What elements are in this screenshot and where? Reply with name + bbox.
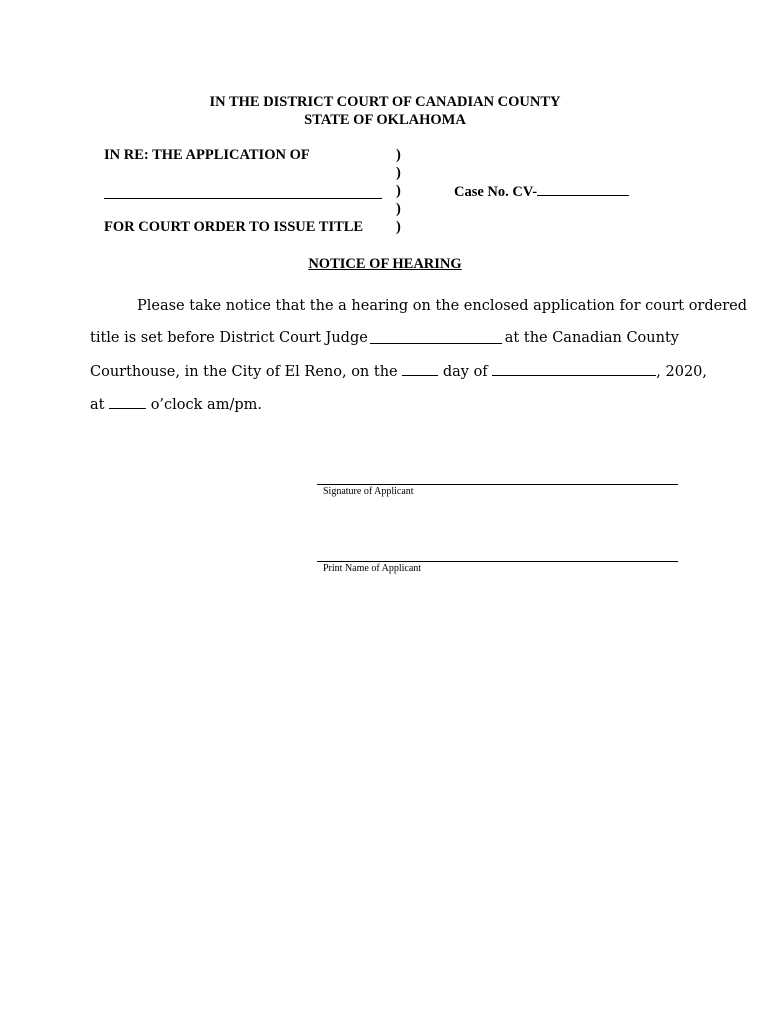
caption-paren: ) [396,201,401,217]
notice-line-4-at: at [90,397,105,413]
notice-line-2-end: at the Canadian County [504,330,679,346]
case-number-blank[interactable] [537,183,629,196]
notice-heading-text: NOTICE OF HEARING [308,256,462,272]
judge-name-blank[interactable] [370,330,502,344]
print-name-label: Print Name of Applicant [323,563,422,574]
notice-line-3-day-of: day of [442,364,488,380]
print-name-line[interactable] [317,561,678,562]
signature-label: Signature of Applicant [323,486,414,497]
case-number-label: Case No. CV- [454,184,538,200]
notice-heading [0,256,770,273]
notice-line-2 [90,330,679,346]
caption-paren: ) [396,165,401,181]
notice-line-2-start: title is set before District Court Judge [90,330,368,346]
caption-paren: ) [396,147,401,163]
court-title: IN THE DISTRICT COURT OF CANADIAN COUNTY [209,94,561,110]
applicant-name-blank[interactable] [104,198,382,199]
in-re-label: IN RE: THE APPLICATION OF [104,147,310,163]
notice-line-4 [90,395,262,413]
day-blank[interactable] [402,362,438,376]
caption-paren: ) [396,219,401,235]
signature-line[interactable] [317,484,678,485]
notice-line-3-year: , 2020, [656,364,708,380]
caption-paren: ) [396,183,401,199]
month-blank[interactable] [492,362,656,376]
time-blank[interactable] [109,395,146,409]
state-title: STATE OF OKLAHOMA [304,112,466,128]
case-number [454,183,629,201]
notice-line-3 [90,362,707,380]
notice-line-1: Please take notice that the a hearing on the enclosed application for court ordered [137,298,748,314]
for-court-order-label: FOR COURT ORDER TO ISSUE TITLE [104,219,364,235]
notice-line-3-start: Courthouse, in the City of El Reno, on the [90,364,398,380]
notice-line-4-oclock: o’clock am/pm. [150,397,262,413]
